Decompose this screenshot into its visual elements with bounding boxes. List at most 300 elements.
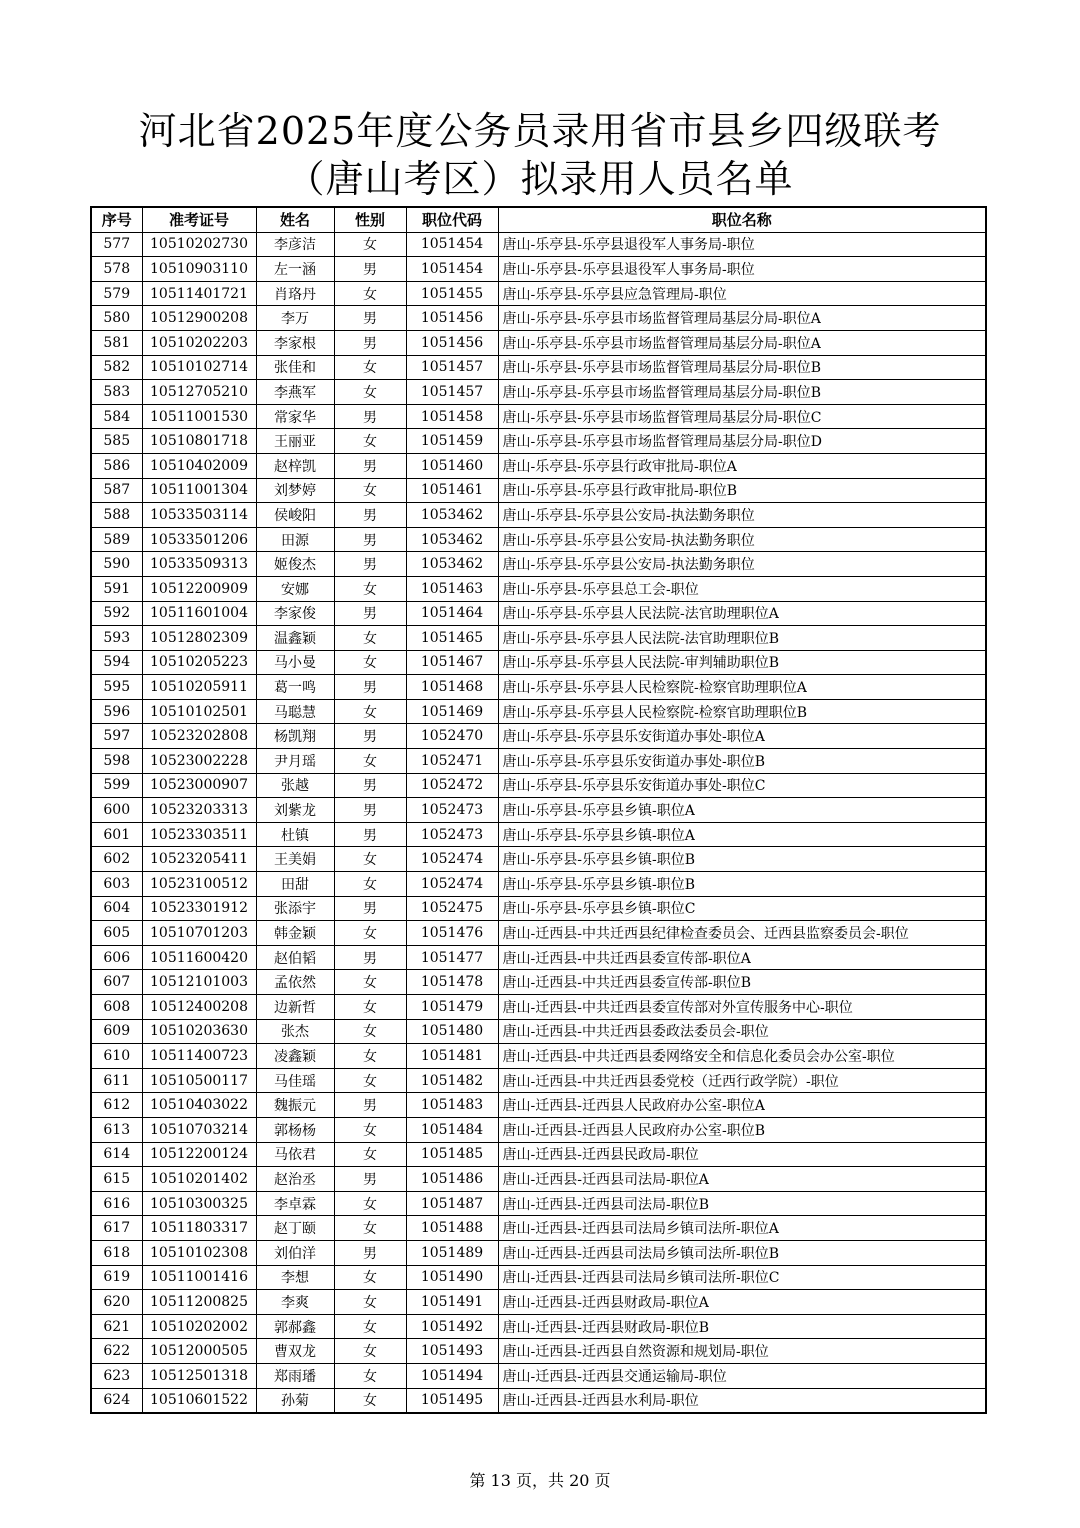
name-cell: 常家华	[256, 404, 334, 429]
name-cell: 田源	[256, 527, 334, 552]
position-code-cell: 1051485	[406, 1142, 498, 1167]
gender-cell: 男	[334, 945, 406, 970]
seq-cell: 611	[91, 1068, 142, 1093]
header-seq: 序号	[91, 207, 142, 232]
table-row	[91, 453, 986, 478]
exam-id-cell: 10511803317	[142, 1216, 256, 1241]
position-name-cell: 唐山-乐亭县-乐亭县乡镇-职位A	[498, 798, 986, 823]
position-name-cell: 唐山-乐亭县-乐亭县市场监督管理局基层分局-职位D	[498, 429, 986, 454]
seq-cell: 616	[91, 1191, 142, 1216]
position-name-cell: 唐山-迁西县-中共迁西县委网络安全和信息化委员会办公室-职位	[498, 1044, 986, 1069]
seq-cell: 577	[91, 232, 142, 257]
name-cell: 张佳和	[256, 355, 334, 380]
name-cell: 李家根	[256, 330, 334, 355]
name-cell: 温鑫颖	[256, 626, 334, 651]
position-name-cell: 唐山-乐亭县-乐亭县行政审批局-职位B	[498, 478, 986, 503]
position-name-cell: 唐山-迁西县-迁西县司法局乡镇司法所-职位B	[498, 1240, 986, 1265]
exam-id-cell: 10512705210	[142, 380, 256, 405]
page-title-line1: 河北省2025年度公务员录用省市县乡四级联考	[138, 109, 942, 153]
gender-cell: 男	[334, 1167, 406, 1192]
gender-cell: 女	[334, 1142, 406, 1167]
table-body	[91, 232, 986, 1413]
position-name-cell: 唐山-乐亭县-乐亭县市场监督管理局基层分局-职位A	[498, 306, 986, 331]
position-name-cell: 唐山-迁西县-迁西县民政局-职位	[498, 1142, 986, 1167]
position-name-cell: 唐山-乐亭县-乐亭县公安局-执法勤务职位	[498, 527, 986, 552]
table-row	[91, 330, 986, 355]
position-name-cell: 唐山-乐亭县-乐亭县公安局-执法勤务职位	[498, 503, 986, 528]
gender-cell: 女	[334, 626, 406, 651]
table-row	[91, 552, 986, 577]
position-code-cell: 1051478	[406, 970, 498, 995]
position-name-cell: 唐山-乐亭县-乐亭县乡镇-职位B	[498, 847, 986, 872]
exam-id-cell: 10510903110	[142, 257, 256, 282]
position-name-cell: 唐山-迁西县-中共迁西县委宣传部-职位B	[498, 970, 986, 995]
position-code-cell: 1051460	[406, 453, 498, 478]
name-cell: 张杰	[256, 1019, 334, 1044]
exam-id-cell: 10510205911	[142, 675, 256, 700]
position-code-cell: 1052471	[406, 749, 498, 774]
position-code-cell: 1051488	[406, 1216, 498, 1241]
seq-cell: 589	[91, 527, 142, 552]
position-code-cell: 1051467	[406, 650, 498, 675]
position-code-cell: 1051489	[406, 1240, 498, 1265]
seq-cell: 582	[91, 355, 142, 380]
name-cell: 田甜	[256, 872, 334, 897]
seq-cell: 617	[91, 1216, 142, 1241]
position-name-cell: 唐山-乐亭县-乐亭县退役军人事务局-职位	[498, 232, 986, 257]
position-code-cell: 1051457	[406, 380, 498, 405]
gender-cell: 女	[334, 749, 406, 774]
name-cell: 姬俊杰	[256, 552, 334, 577]
seq-cell: 621	[91, 1314, 142, 1339]
position-name-cell: 唐山-迁西县-中共迁西县委宣传部对外宣传服务中心-职位	[498, 995, 986, 1020]
position-name-cell: 唐山-乐亭县-乐亭县人民法院-审判辅助职位B	[498, 650, 986, 675]
position-name-cell: 唐山-乐亭县-乐亭县人民法院-法官助理职位A	[498, 601, 986, 626]
table-row	[91, 773, 986, 798]
gender-cell: 女	[334, 1117, 406, 1142]
position-name-cell: 唐山-乐亭县-乐亭县总工会-职位	[498, 576, 986, 601]
name-cell: 张越	[256, 773, 334, 798]
gender-cell: 女	[334, 1044, 406, 1069]
table-row	[91, 503, 986, 528]
exam-id-cell: 10512400208	[142, 995, 256, 1020]
table-row	[91, 1339, 986, 1364]
position-name-cell: 唐山-乐亭县-乐亭县市场监督管理局基层分局-职位A	[498, 330, 986, 355]
table-row	[91, 527, 986, 552]
seq-cell: 595	[91, 675, 142, 700]
name-cell: 郭杨杨	[256, 1117, 334, 1142]
seq-cell: 610	[91, 1044, 142, 1069]
exam-id-cell: 10523301912	[142, 896, 256, 921]
position-code-cell: 1051480	[406, 1019, 498, 1044]
gender-cell: 女	[334, 1265, 406, 1290]
position-code-cell: 1051481	[406, 1044, 498, 1069]
name-cell: 葛一鸣	[256, 675, 334, 700]
position-code-cell: 1051456	[406, 306, 498, 331]
name-cell: 安娜	[256, 576, 334, 601]
seq-cell: 592	[91, 601, 142, 626]
seq-cell: 601	[91, 822, 142, 847]
gender-cell: 女	[334, 478, 406, 503]
exam-id-cell: 10510701203	[142, 921, 256, 946]
position-name-cell: 唐山-迁西县-中共迁西县委政法委员会-职位	[498, 1019, 986, 1044]
exam-id-cell: 10523000907	[142, 773, 256, 798]
seq-cell: 597	[91, 724, 142, 749]
exam-id-cell: 10512101003	[142, 970, 256, 995]
position-name-cell: 唐山-乐亭县-乐亭县市场监督管理局基层分局-职位C	[498, 404, 986, 429]
name-cell: 马佳瑶	[256, 1068, 334, 1093]
seq-cell: 604	[91, 896, 142, 921]
gender-cell: 女	[334, 872, 406, 897]
exam-id-cell: 10510300325	[142, 1191, 256, 1216]
seq-cell: 603	[91, 872, 142, 897]
position-name-cell: 唐山-迁西县-迁西县司法局乡镇司法所-职位A	[498, 1216, 986, 1241]
seq-cell: 606	[91, 945, 142, 970]
position-name-cell: 唐山-迁西县-迁西县人民政府办公室-职位B	[498, 1117, 986, 1142]
exam-id-cell: 10533509313	[142, 552, 256, 577]
table-row	[91, 650, 986, 675]
gender-cell: 女	[334, 921, 406, 946]
exam-id-cell: 10512000505	[142, 1339, 256, 1364]
name-cell: 刘紫龙	[256, 798, 334, 823]
seq-cell: 586	[91, 453, 142, 478]
position-name-cell: 唐山-乐亭县-乐亭县退役军人事务局-职位	[498, 257, 986, 282]
position-code-cell: 1051465	[406, 626, 498, 651]
name-cell: 凌鑫颖	[256, 1044, 334, 1069]
table-row	[91, 1240, 986, 1265]
position-name-cell: 唐山-迁西县-中共迁西县委宣传部-职位A	[498, 945, 986, 970]
exam-id-cell: 10511400723	[142, 1044, 256, 1069]
table-row	[91, 847, 986, 872]
seq-cell: 624	[91, 1388, 142, 1413]
exam-id-cell: 10510801718	[142, 429, 256, 454]
seq-cell: 591	[91, 576, 142, 601]
gender-cell: 男	[334, 1093, 406, 1118]
position-code-cell: 1051482	[406, 1068, 498, 1093]
position-name-cell: 唐山-迁西县-迁西县自然资源和规划局-职位	[498, 1339, 986, 1364]
gender-cell: 女	[334, 576, 406, 601]
seq-cell: 585	[91, 429, 142, 454]
table-row	[91, 1216, 986, 1241]
seq-cell: 580	[91, 306, 142, 331]
seq-cell: 602	[91, 847, 142, 872]
seq-cell: 623	[91, 1363, 142, 1388]
name-cell: 肖珞丹	[256, 281, 334, 306]
seq-cell: 612	[91, 1093, 142, 1118]
table-row	[91, 1093, 986, 1118]
position-code-cell: 1051479	[406, 995, 498, 1020]
gender-cell: 男	[334, 404, 406, 429]
exam-id-cell: 10512802309	[142, 626, 256, 651]
name-cell: 李家俊	[256, 601, 334, 626]
name-cell: 赵伯韬	[256, 945, 334, 970]
roster-table	[90, 206, 987, 1414]
seq-cell: 581	[91, 330, 142, 355]
gender-cell: 女	[334, 1216, 406, 1241]
seq-cell: 579	[91, 281, 142, 306]
name-cell: 张添宇	[256, 896, 334, 921]
exam-id-cell: 10510202730	[142, 232, 256, 257]
table-row	[91, 257, 986, 282]
position-name-cell: 唐山-乐亭县-乐亭县乐安街道办事处-职位B	[498, 749, 986, 774]
position-name-cell: 唐山-乐亭县-乐亭县市场监督管理局基层分局-职位B	[498, 380, 986, 405]
gender-cell: 女	[334, 380, 406, 405]
name-cell: 王美娟	[256, 847, 334, 872]
position-code-cell: 1051490	[406, 1265, 498, 1290]
name-cell: 李彦洁	[256, 232, 334, 257]
gender-cell: 男	[334, 503, 406, 528]
position-code-cell: 1052474	[406, 872, 498, 897]
table-row	[91, 355, 986, 380]
position-code-cell: 1051461	[406, 478, 498, 503]
exam-id-cell: 10533503114	[142, 503, 256, 528]
position-code-cell: 1051455	[406, 281, 498, 306]
position-name-cell: 唐山-迁西县-迁西县人民政府办公室-职位A	[498, 1093, 986, 1118]
header-position-name: 职位名称	[498, 207, 986, 232]
table-row	[91, 429, 986, 454]
exam-id-cell: 10523202808	[142, 724, 256, 749]
name-cell: 李爽	[256, 1290, 334, 1315]
seq-cell: 608	[91, 995, 142, 1020]
exam-id-cell: 10523303511	[142, 822, 256, 847]
position-code-cell: 1052473	[406, 798, 498, 823]
table-row	[91, 798, 986, 823]
gender-cell: 男	[334, 601, 406, 626]
seq-cell: 607	[91, 970, 142, 995]
header-exam-id: 准考证号	[142, 207, 256, 232]
exam-id-cell: 10511600420	[142, 945, 256, 970]
table-row	[91, 921, 986, 946]
seq-cell: 587	[91, 478, 142, 503]
gender-cell: 女	[334, 650, 406, 675]
exam-id-cell: 10511601004	[142, 601, 256, 626]
table-row	[91, 626, 986, 651]
name-cell: 侯峻阳	[256, 503, 334, 528]
position-code-cell: 1051454	[406, 232, 498, 257]
position-code-cell: 1052472	[406, 773, 498, 798]
exam-id-cell: 10510203630	[142, 1019, 256, 1044]
exam-id-cell: 10523002228	[142, 749, 256, 774]
name-cell: 李卓霖	[256, 1191, 334, 1216]
position-name-cell: 唐山-乐亭县-乐亭县人民法院-法官助理职位B	[498, 626, 986, 651]
name-cell: 李万	[256, 306, 334, 331]
position-name-cell: 唐山-迁西县-迁西县司法局-职位A	[498, 1167, 986, 1192]
seq-cell: 588	[91, 503, 142, 528]
name-cell: 李燕军	[256, 380, 334, 405]
position-code-cell: 1052473	[406, 822, 498, 847]
gender-cell: 女	[334, 970, 406, 995]
gender-cell: 女	[334, 995, 406, 1020]
seq-cell: 593	[91, 626, 142, 651]
gender-cell: 女	[334, 1314, 406, 1339]
position-name-cell: 唐山-乐亭县-乐亭县公安局-执法勤务职位	[498, 552, 986, 577]
gender-cell: 女	[334, 281, 406, 306]
position-code-cell: 1051456	[406, 330, 498, 355]
gender-cell: 女	[334, 232, 406, 257]
table-row	[91, 478, 986, 503]
exam-id-cell: 10510403022	[142, 1093, 256, 1118]
seq-cell: 614	[91, 1142, 142, 1167]
position-name-cell: 唐山-乐亭县-乐亭县市场监督管理局基层分局-职位B	[498, 355, 986, 380]
table-row	[91, 404, 986, 429]
position-name-cell: 唐山-迁西县-迁西县司法局-职位B	[498, 1191, 986, 1216]
seq-cell: 605	[91, 921, 142, 946]
table-row	[91, 1388, 986, 1413]
table-row	[91, 699, 986, 724]
name-cell: 马依君	[256, 1142, 334, 1167]
position-code-cell: 1051493	[406, 1339, 498, 1364]
table-header-row	[91, 207, 986, 232]
table-row	[91, 306, 986, 331]
exam-id-cell: 10523203313	[142, 798, 256, 823]
seq-cell: 584	[91, 404, 142, 429]
table-row	[91, 380, 986, 405]
position-code-cell: 1051464	[406, 601, 498, 626]
seq-cell: 599	[91, 773, 142, 798]
exam-id-cell: 10512501318	[142, 1363, 256, 1388]
exam-id-cell: 10510201402	[142, 1167, 256, 1192]
seq-cell: 600	[91, 798, 142, 823]
name-cell: 李想	[256, 1265, 334, 1290]
position-code-cell: 1051459	[406, 429, 498, 454]
gender-cell: 男	[334, 798, 406, 823]
position-code-cell: 1051487	[406, 1191, 498, 1216]
seq-cell: 622	[91, 1339, 142, 1364]
table-row	[91, 1290, 986, 1315]
name-cell: 马聪慧	[256, 699, 334, 724]
position-code-cell: 1051476	[406, 921, 498, 946]
gender-cell: 男	[334, 306, 406, 331]
position-code-cell: 1053462	[406, 552, 498, 577]
header-position-code: 职位代码	[406, 207, 498, 232]
position-name-cell: 唐山-乐亭县-乐亭县人民检察院-检察官助理职位B	[498, 699, 986, 724]
table-row	[91, 1167, 986, 1192]
table-row	[91, 675, 986, 700]
position-name-cell: 唐山-迁西县-迁西县财政局-职位B	[498, 1314, 986, 1339]
seq-cell: 615	[91, 1167, 142, 1192]
position-name-cell: 唐山-迁西县-中共迁西县委党校（迁西行政学院）-职位	[498, 1068, 986, 1093]
table-row	[91, 749, 986, 774]
name-cell: 尹月瑶	[256, 749, 334, 774]
name-cell: 王丽亚	[256, 429, 334, 454]
seq-cell: 578	[91, 257, 142, 282]
position-name-cell: 唐山-乐亭县-乐亭县乡镇-职位C	[498, 896, 986, 921]
seq-cell: 618	[91, 1240, 142, 1265]
name-cell: 杜镇	[256, 822, 334, 847]
exam-id-cell: 10511001530	[142, 404, 256, 429]
position-name-cell: 唐山-乐亭县-乐亭县乐安街道办事处-职位A	[498, 724, 986, 749]
position-code-cell: 1051463	[406, 576, 498, 601]
position-code-cell: 1051494	[406, 1363, 498, 1388]
gender-cell: 男	[334, 822, 406, 847]
name-cell: 韩金颖	[256, 921, 334, 946]
position-name-cell: 唐山-乐亭县-乐亭县应急管理局-职位	[498, 281, 986, 306]
gender-cell: 女	[334, 355, 406, 380]
position-name-cell: 唐山-乐亭县-乐亭县乐安街道办事处-职位C	[498, 773, 986, 798]
position-code-cell: 1052470	[406, 724, 498, 749]
position-code-cell: 1051458	[406, 404, 498, 429]
exam-id-cell: 10523100512	[142, 872, 256, 897]
gender-cell: 男	[334, 552, 406, 577]
position-code-cell: 1053462	[406, 503, 498, 528]
exam-id-cell: 10510202203	[142, 330, 256, 355]
exam-id-cell: 10512900208	[142, 306, 256, 331]
name-cell: 曹双龙	[256, 1339, 334, 1364]
gender-cell: 男	[334, 527, 406, 552]
position-code-cell: 1051495	[406, 1388, 498, 1413]
exam-id-cell: 10512200124	[142, 1142, 256, 1167]
gender-cell: 女	[334, 1191, 406, 1216]
seq-cell: 619	[91, 1265, 142, 1290]
table-row	[91, 1191, 986, 1216]
position-code-cell: 1051457	[406, 355, 498, 380]
exam-id-cell: 10510102308	[142, 1240, 256, 1265]
name-cell: 郭郝鑫	[256, 1314, 334, 1339]
exam-id-cell: 10510102714	[142, 355, 256, 380]
header-gender: 性别	[334, 207, 406, 232]
table-row	[91, 970, 986, 995]
name-cell: 边新哲	[256, 995, 334, 1020]
table-row	[91, 945, 986, 970]
position-code-cell: 1051483	[406, 1093, 498, 1118]
position-code-cell: 1051477	[406, 945, 498, 970]
table-row	[91, 1068, 986, 1093]
position-name-cell: 唐山-迁西县-迁西县财政局-职位A	[498, 1290, 986, 1315]
page-footer: 第 13 页，共 20 页	[469, 1471, 611, 1490]
position-code-cell: 1053462	[406, 527, 498, 552]
gender-cell: 女	[334, 1290, 406, 1315]
table-row	[91, 1142, 986, 1167]
gender-cell: 男	[334, 773, 406, 798]
seq-cell: 620	[91, 1290, 142, 1315]
name-cell: 赵丁颐	[256, 1216, 334, 1241]
exam-id-cell: 10511200825	[142, 1290, 256, 1315]
position-code-cell: 1052474	[406, 847, 498, 872]
position-code-cell: 1051469	[406, 699, 498, 724]
name-cell: 刘伯洋	[256, 1240, 334, 1265]
position-code-cell: 1051491	[406, 1290, 498, 1315]
name-cell: 赵梓凯	[256, 453, 334, 478]
position-code-cell: 1051468	[406, 675, 498, 700]
table-row	[91, 995, 986, 1020]
gender-cell: 男	[334, 1240, 406, 1265]
table-row	[91, 822, 986, 847]
table-row	[91, 281, 986, 306]
seq-cell: 613	[91, 1117, 142, 1142]
table-row	[91, 601, 986, 626]
gender-cell: 女	[334, 429, 406, 454]
table-row	[91, 1044, 986, 1069]
position-name-cell: 唐山-迁西县-迁西县司法局乡镇司法所-职位C	[498, 1265, 986, 1290]
table-row	[91, 872, 986, 897]
name-cell: 马小曼	[256, 650, 334, 675]
table-row	[91, 724, 986, 749]
table-row	[91, 1019, 986, 1044]
table-row	[91, 1265, 986, 1290]
position-name-cell: 唐山-迁西县-迁西县交通运输局-职位	[498, 1363, 986, 1388]
exam-id-cell: 10510500117	[142, 1068, 256, 1093]
table-row	[91, 232, 986, 257]
gender-cell: 男	[334, 724, 406, 749]
table-row	[91, 896, 986, 921]
exam-id-cell: 10511001304	[142, 478, 256, 503]
header-name: 姓名	[256, 207, 334, 232]
exam-id-cell: 10510601522	[142, 1388, 256, 1413]
seq-cell: 596	[91, 699, 142, 724]
gender-cell: 女	[334, 699, 406, 724]
gender-cell: 男	[334, 257, 406, 282]
exam-id-cell: 10511001416	[142, 1265, 256, 1290]
